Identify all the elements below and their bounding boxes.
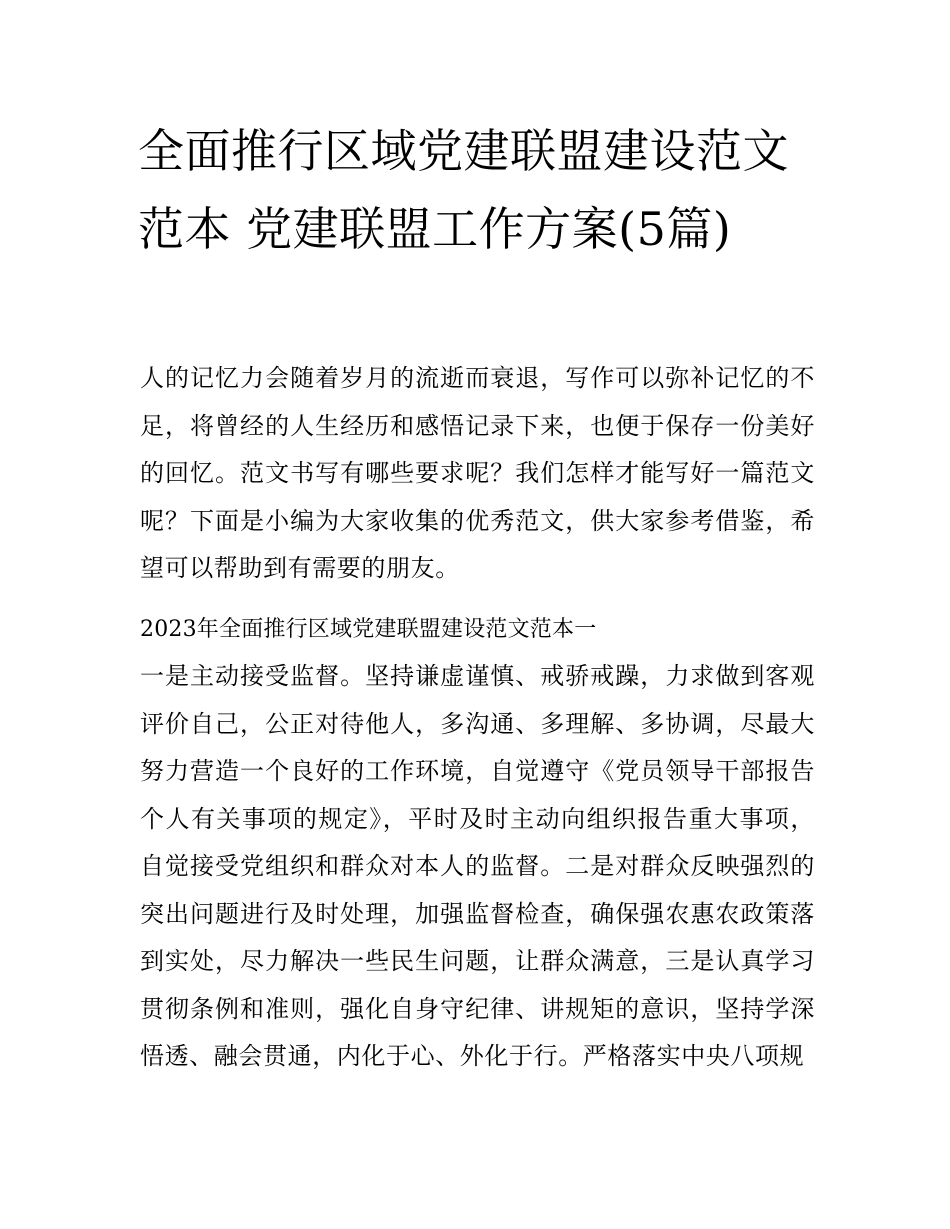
document-title: 全面推行区域党建联盟建设范文范本 党建联盟工作方案(5篇) [138, 124, 789, 256]
intro-paragraph: 人的记忆力会随着岁月的流逝而衰退，写作可以弥补记忆的不足，将曾经的人生经历和感悟记录下来，也便于保存一份美好的回忆。范文书写有哪些要求呢？我们怎样才能写好一篇范文呢？下面是小编为大家收集的优秀范文，供大家参考借鉴，希望可以帮助到有需要的朋友。 [140, 364, 815, 582]
body-paragraph: 一是主动接受监督。坚持谦虚谨慎、戒骄戒躁，力求做到客观评价自己，公正对待他人，多沟通、多理解、多协调，尽最大努力营造一个良好的工作环境，自觉遵守《党员领导干部报告个人有关事项的规定》，平时及时主动向组织报告重大事项，自觉接受党组织和群众对本人的监督。二是对群众反映强烈的突出问题进行及时处理，加强监督检查，确保强农惠农政策落到实处，尽力解决一些民生问题，让群众满意，三是认真学习贯彻条例和准则，强化自身守纪律、讲规矩的意识，坚持学深悟透、融会贯通，内化于心、外化于行。严格落实中央八项规 [140, 662, 815, 1070]
section-heading: 2023年全面推行区域党建联盟建设范文范本一 [140, 617, 597, 642]
